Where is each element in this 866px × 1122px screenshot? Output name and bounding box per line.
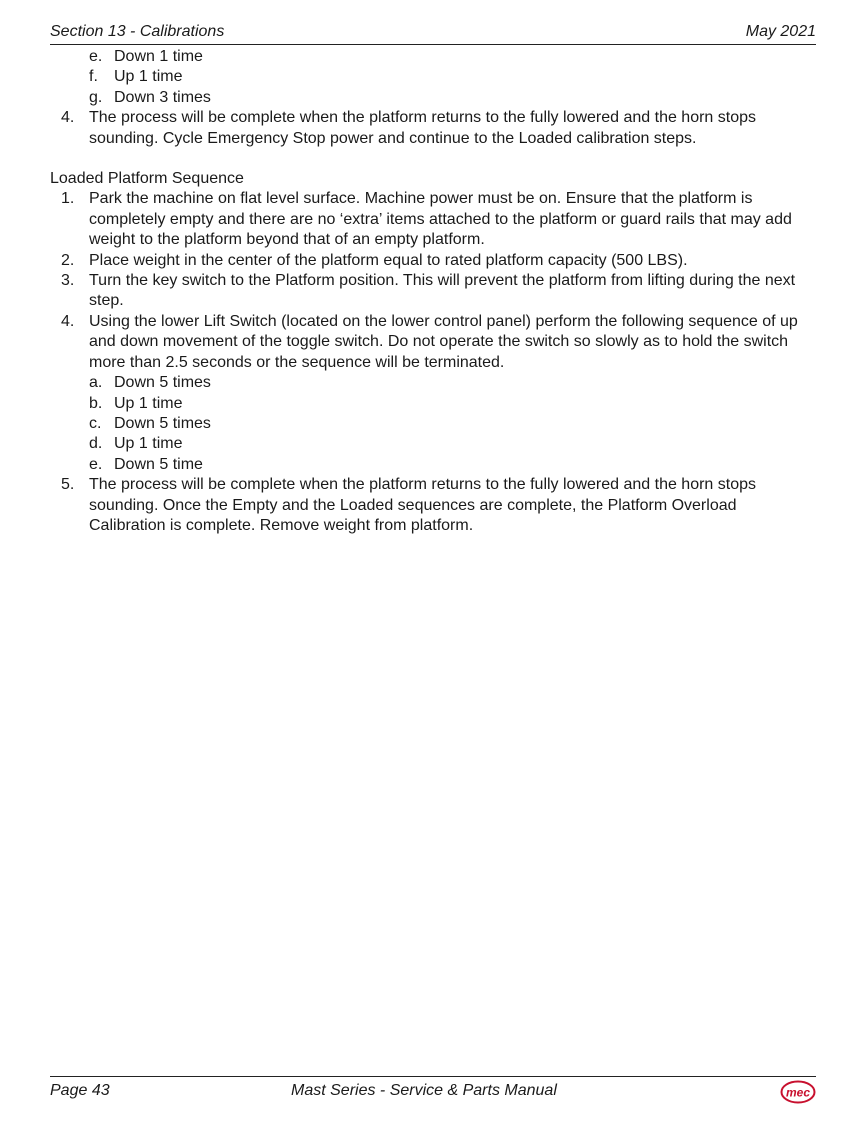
list-item — [50, 88, 810, 108]
list-item-text: The process will be complete when the platform returns to the fully lowered and the horn stops sounding. Cycle Emergency Stop power and continue to the Loaded calibration steps. — [89, 109, 757, 147]
list-item-label: e. — [89, 48, 103, 65]
list-item-text: Using the lower Lift Switch (located on the lower control panel) perform the following sequence of up and down movement of the toggle switch. Do not operate the switch so slowly as to hold the switch more than 2.5 seconds or the sequence will be terminated. — [89, 312, 798, 371]
list-item-label: 4. — [61, 312, 75, 330]
list-item — [50, 394, 810, 414]
document-body — [50, 47, 810, 536]
list-item-label: b. — [89, 394, 103, 412]
list-item — [50, 312, 810, 373]
list-item-label: 5. — [61, 476, 75, 494]
list-item-text: Place weight in the center of the platform equal to rated platform capacity (500 LBS). — [89, 251, 688, 269]
list-item-label: 1. — [61, 190, 75, 208]
list-item-label: 2. — [61, 251, 75, 269]
list-item-text: Down 5 times — [114, 414, 211, 432]
section-heading: Loaded Platform Sequence — [50, 170, 244, 188]
list-item — [50, 271, 810, 312]
list-item — [50, 67, 810, 87]
list-item-text: Down 5 time — [114, 455, 203, 473]
header-section-title: Section 13 - Calibrations — [50, 23, 225, 40]
list-item — [50, 47, 810, 67]
page-footer — [50, 1076, 816, 1111]
footer-page-number: Page 43 — [50, 1082, 110, 1099]
list-item-label: f. — [89, 68, 98, 86]
list-item-label: a. — [89, 374, 103, 392]
list-item-label: 3. — [61, 272, 75, 290]
list-item-label: d. — [89, 435, 103, 453]
list-item — [50, 189, 810, 250]
list-item — [50, 434, 810, 454]
list-item-text: Down 1 time — [114, 48, 203, 65]
list-item-text: Park the machine on flat level surface. Machine power must be on. Ensure that the platform is completely empty and there are no ‘extra’ items attached to the platform or guard rails that may add weight to the platform beyond that of an empty platform. — [89, 190, 792, 249]
mec-logo-icon — [780, 1080, 816, 1104]
list-item — [50, 475, 810, 536]
svg-text:mec: mec — [785, 1085, 811, 1100]
list-item-text: Up 1 time — [114, 435, 183, 453]
list-item — [50, 251, 810, 271]
list-item-text: Turn the key switch to the Platform position. This will prevent the platform from lifting during the next step. — [89, 272, 796, 310]
list-item — [50, 455, 810, 475]
page-header — [50, 22, 816, 45]
list-item — [50, 414, 810, 434]
list-item-text: Up 1 time — [114, 394, 183, 412]
header-date: May 2021 — [745, 23, 816, 40]
list-item-text: The process will be complete when the platform returns to the fully lowered and the horn stops sounding. Once the Empty and the Loaded sequences are complete, the Platform Overload Calibration is complete. Remove weight from platform. — [89, 476, 757, 534]
footer-manual-title: Mast Series - Service & Parts Manual — [291, 1082, 557, 1099]
list-item-text: Up 1 time — [114, 68, 183, 86]
list-item — [50, 373, 810, 393]
list-item-label: c. — [89, 414, 102, 432]
list-item — [50, 108, 810, 149]
list-item-text: Down 5 times — [114, 374, 211, 392]
list-item-label: 4. — [61, 109, 75, 127]
list-item-label: e. — [89, 455, 103, 473]
list-item-text: Down 3 times — [114, 88, 211, 106]
list-item-label: g. — [89, 88, 103, 106]
